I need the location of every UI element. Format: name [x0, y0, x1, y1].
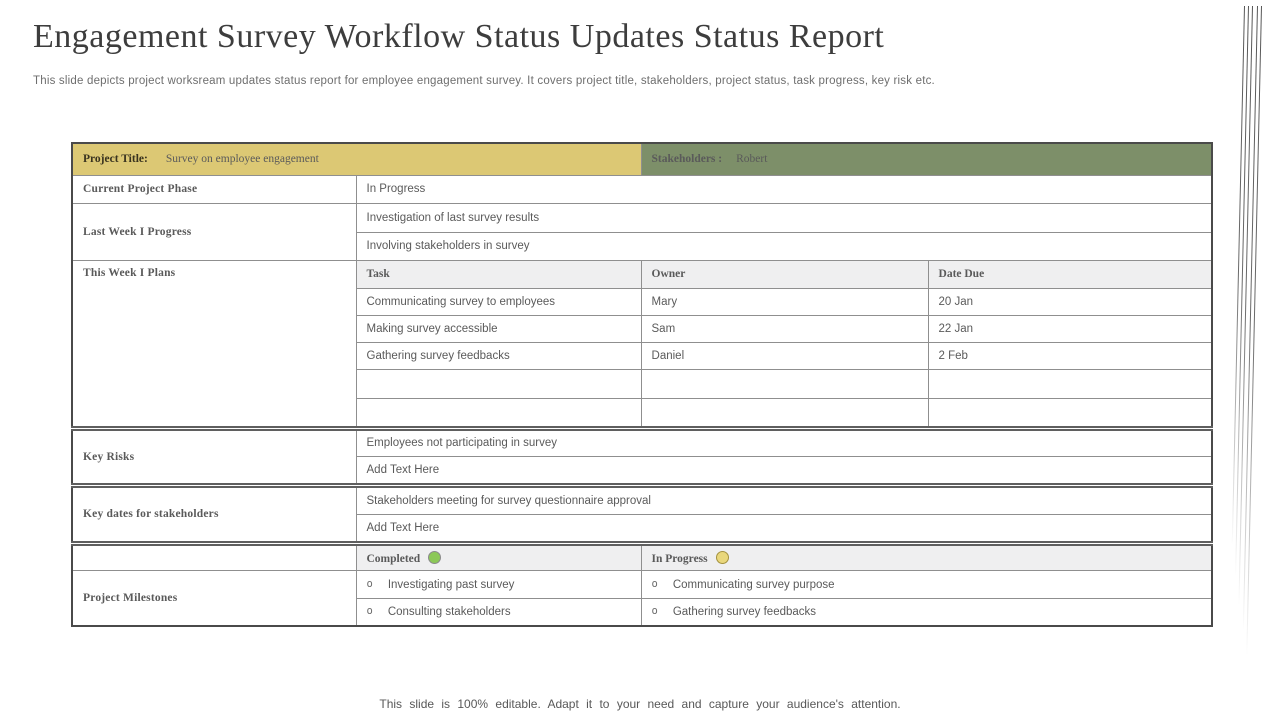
in-progress-header-label: In Progress: [651, 552, 708, 565]
owner-cell: [641, 398, 928, 428]
last-week-item: Investigation of last survey results: [356, 203, 1212, 232]
milestone-text: Consulting stakeholders: [387, 606, 511, 619]
completed-milestone-item: [356, 570, 641, 598]
column-header-date-due: Date Due: [928, 260, 1212, 288]
key-date-item: Add Text Here: [356, 514, 1212, 543]
project-title-value: Survey on employee engagement: [165, 153, 319, 166]
table-row: [72, 175, 1212, 203]
this-week-label: This Week I Plans: [72, 260, 356, 428]
last-week-item: Involving stakeholders in survey: [356, 232, 1212, 260]
project-title-label: Project Title:: [83, 153, 148, 166]
milestones-spacer-cell: [72, 543, 356, 570]
table-row: [72, 203, 1212, 232]
footer-note: This slide is 100% editable. Adapt it to your need and capture your audience's attention.: [379, 697, 901, 711]
circle-bullet-icon: o: [651, 577, 658, 590]
table-row: [72, 570, 1212, 598]
stakeholders-label: Stakeholders :: [651, 153, 723, 166]
owner-cell: Sam: [641, 315, 928, 342]
owner-cell: Daniel: [641, 342, 928, 369]
last-week-label: Last Week I Progress: [72, 203, 356, 260]
task-cell: [356, 369, 641, 398]
page-title: Engagement Survey Workflow Status Updates Status Report: [33, 18, 885, 55]
task-cell: Gathering survey feedbacks: [356, 342, 641, 369]
current-phase-label: Current Project Phase: [72, 175, 356, 203]
table-row: [72, 143, 1212, 175]
table-row: [72, 260, 1212, 288]
task-cell: [356, 398, 641, 428]
key-dates-label: Key dates for stakeholders: [72, 485, 356, 543]
key-date-item: Stakeholders meeting for survey questionnaire approval: [356, 485, 1212, 514]
in-progress-header-cell: [641, 543, 1212, 570]
completed-status-dot-icon: [428, 551, 441, 564]
milestone-text: Investigating past survey: [387, 578, 515, 591]
task-cell: Making survey accessible: [356, 315, 641, 342]
key-risk-item: Add Text Here: [356, 456, 1212, 485]
milestones-label: Project Milestones: [72, 570, 356, 626]
status-report-table: [71, 142, 1213, 627]
key-risks-label: Key Risks: [72, 428, 356, 485]
circle-bullet-icon: o: [366, 577, 373, 590]
milestone-text: Communicating survey purpose: [672, 578, 835, 591]
decorative-corner-lines: [1242, 6, 1272, 666]
date-due-cell: 20 Jan: [928, 288, 1212, 315]
stakeholders-value: Robert: [736, 153, 768, 166]
column-header-owner: Owner: [641, 260, 928, 288]
in-progress-milestone-item: [641, 570, 1212, 598]
column-header-task: Task: [356, 260, 641, 288]
circle-bullet-icon: o: [651, 605, 658, 618]
date-due-cell: [928, 398, 1212, 428]
slide-subtitle: This slide depicts project worksream updates status report for employee engagement survey. It covers project title, stakeholders, project status, task progress, key risk etc.: [33, 75, 935, 87]
owner-cell: Mary: [641, 288, 928, 315]
date-due-cell: [928, 369, 1212, 398]
date-due-cell: 22 Jan: [928, 315, 1212, 342]
circle-bullet-icon: o: [366, 605, 373, 618]
table-row: [72, 428, 1212, 456]
stakeholders-cell: [641, 143, 1212, 175]
date-due-cell: 2 Feb: [928, 342, 1212, 369]
completed-milestone-item: [356, 598, 641, 626]
key-risk-item: Employees not participating in survey: [356, 428, 1212, 456]
current-phase-value: In Progress: [356, 175, 1212, 203]
table-row: [72, 543, 1212, 570]
in-progress-status-dot-icon: [716, 551, 729, 564]
owner-cell: [641, 369, 928, 398]
table-row: [72, 485, 1212, 514]
project-title-cell: [72, 143, 641, 175]
milestone-text: Gathering survey feedbacks: [672, 606, 817, 619]
completed-header-cell: [356, 543, 641, 570]
completed-header-label: Completed: [366, 552, 421, 565]
in-progress-milestone-item: [641, 598, 1212, 626]
task-cell: Communicating survey to employees: [356, 288, 641, 315]
